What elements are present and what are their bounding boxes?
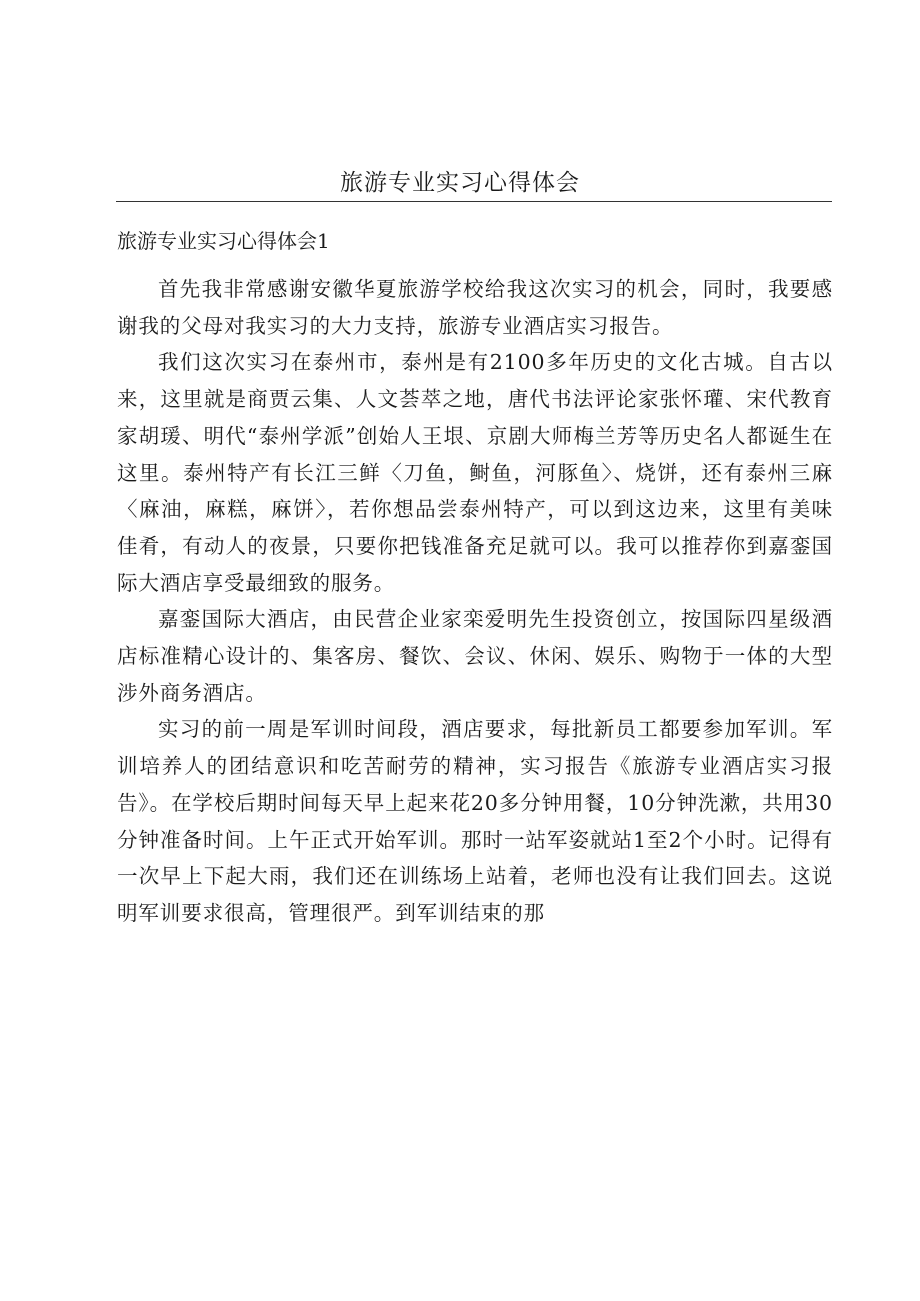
paragraph-2: 我们这次实习在泰州市，泰州是有2100多年历史的文化古城。自古以来，这里就是商贾云集、人文荟萃之地，唐代书法评论家张怀瓘、宋代教育家胡瑗、明代“泰州学派”创始人王垠、京剧大师梅兰芳等历史名人都诞生在这里。泰州特产有长江三鲜〈刀鱼，鲥鱼，河豚鱼〉、烧饼，还有泰州三麻〈麻油，麻糕，麻饼〉，若你想品尝泰州特产，可以到这边来，这里有美味佳肴，有动人的夜景，只要你把钱准备充足就可以。我可以推荐你到嘉銮国际大酒店享受最细致的服务。 [117, 350, 833, 595]
paragraph-1: 首先我非常感谢安徽华夏旅游学校给我这次实习的机会，同时，我要感谢我的父母对我实习的大力支持，旅游专业酒店实习报告。 [117, 277, 833, 338]
section-heading: 旅游专业实习心得体会1 [117, 229, 330, 253]
title-underline [116, 201, 832, 202]
document-body [117, 271, 833, 932]
paragraph-4: 实习的前一周是军训时间段，酒店要求，每批新员工都要参加军训。军训培养人的团结意识和吃苦耐劳的精神，实习报告《旅游专业酒店实习报告》。在学校后期时间每天早上起来花20多分钟用餐，10分钟洗漱，共用30分钟准备时间。上午正式开始军训。那时一站军姿就站1至2个小时。记得有一次早上下起大雨，我们还在训练场上站着，老师也没有让我们回去。这说明军训要求很高，管理很严。到军训结束的那 [117, 717, 833, 925]
paragraph-3: 嘉銮国际大酒店，由民营企业家栾爱明先生投资创立，按国际四星级酒店标准精心设计的、集客房、餐饮、会议、休闲、娱乐、购物于一体的大型涉外商务酒店。 [117, 607, 833, 705]
document-title: 旅游专业实习心得体会 [340, 170, 580, 196]
